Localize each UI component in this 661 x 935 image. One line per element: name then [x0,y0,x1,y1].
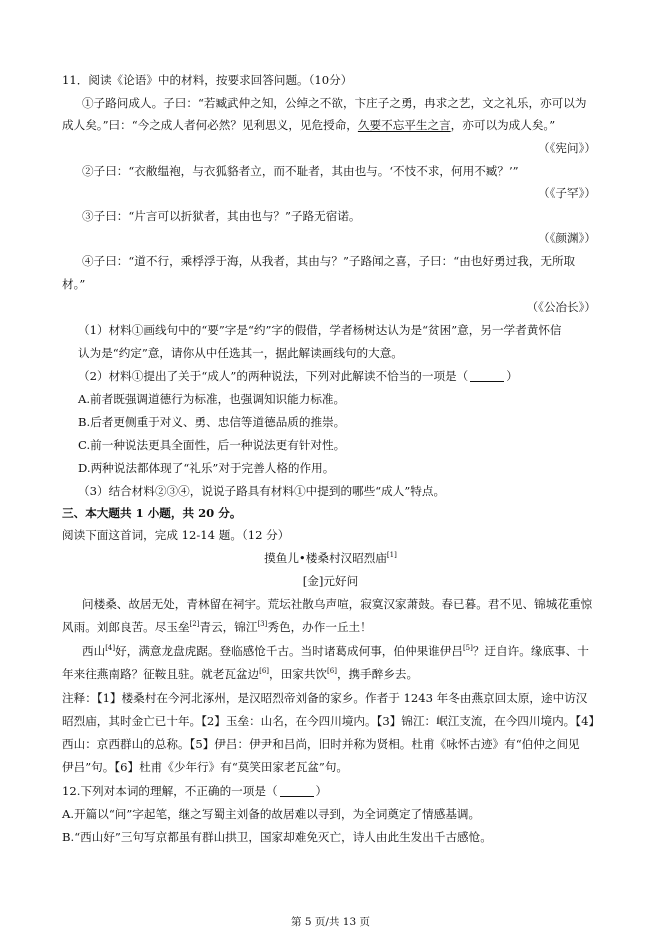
footnote-ref: [2] [189,620,200,628]
poem-text: 好，满意龙盘虎踞。登临感怆千古。当时诸葛成何事，伯仲果谁伊吕 [115,644,463,658]
poem-text: 西山 [82,644,106,658]
poem-line1: 问楼桑、故居无处，青林留在祠宇。荒坛社散乌声喧，寂寞汉家萧鼓。春已暮。君不见、锦城花重惊 [82,597,593,611]
q11-material4-source: （《公冶长》） [526,300,596,314]
footnote-ref: [1] [386,551,397,559]
poem-line3 [82,643,589,659]
poem-author: [金]元好问 [302,574,359,588]
poem-text: 年来往燕南路？征鞍且驻。就老瓦盆边 [62,667,260,681]
notes-line3: 西山：京西群山的总称。【5】伊吕：伊尹和吕尚，旧时并称为贤相。杜甫《咏怀古迹》有“伯仲之间见 [62,737,580,751]
notes-line1: 注释：【1】楼桑村在今河北涿州，是汉昭烈帝刘备的家乡。作者于 1243 年冬由燕京回太原，途中访汉 [62,691,588,705]
q11-material1-line2 [62,117,555,133]
footnote-ref: [5] [462,644,473,652]
q12-option-a: A.开篇以“问”字起笔，继之写蜀主刘备的故居难以寻到，为全词奠定了情感基调。 [62,807,481,821]
q11-part3: （3）结合材料②③④，说说子路具有材料①中提到的哪些“成人”特点。 [78,484,446,498]
q11-option-b: B.后者更侧重于对义、勇、忠信等道德品质的推崇。 [78,415,346,429]
q11-material2: ②子曰：“衣敝缊袍，与衣狐貉者立，而不耻者，其由也与。‘不忮不求，何用不臧？’” [82,164,519,178]
poem-line4 [62,666,418,682]
notes-line2: 昭烈庙，其时金亡已十年。【2】玉垒：山名，在今四川境内。【3】锦江：岷江支流，在今四川境内。【4】 [62,714,601,728]
notes-line4: 伊吕”句。【6】杜甫《少年行》有“莫笑田家老瓦盆”句。 [62,760,349,774]
poem-text: ，携手醉乡去。 [336,667,419,681]
q11-material4-line2: 材。” [62,277,86,291]
q11-option-c: C.前一种说法更具全面性，后一种说法更有针对性。 [78,438,346,452]
poem-title-text: 摸鱼儿•楼桑村汉昭烈庙 [264,551,387,565]
page-number: 第 5 页/共 13 页 [291,916,370,928]
q11-material1-text-end: ，亦可以为成人矣。” [450,118,556,132]
q11-material3: ③子曰：“片言可以折狱者，其由也与？”子路无宿诺。 [82,209,361,223]
q11-material1-source: （《宪问》） [538,141,596,155]
q12-option-b: B.“西山好”三句写京都虽有群山拱卫，国家却难免灭亡，诗人由此生发出千古感怆。 [62,830,492,844]
q11-title: 11．阅读《论语》中的材料，按要求回答问题。（10分） [62,73,353,87]
q12-stem [62,783,327,799]
section3-intro: 阅读下面这首词，完成 12-14 题。（12 分） [62,528,290,542]
poem-text: 风雨。刘郎良苦。尽玉垒 [62,620,190,634]
q11-part2-stem [78,368,518,384]
poem-text: ，田家共饮 [269,667,328,681]
q11-material1-text: 成人矣。”曰：“今之成人者何必然？见利思义，见危授命， [62,118,358,132]
q11-part1-line2: 认为是“约定”意，请你从中任选其一，据此解读画线句的大意。 [78,346,403,360]
poem-text: ？迂自许。缘底事、十 [472,644,589,658]
poem-title [0,550,661,566]
q11-underlined-sentence: 久要不忘平生之言 [357,118,451,132]
footnote-ref: [4] [105,644,116,652]
poem-text: 秀色，办作一丘土！ [267,620,372,634]
q11-option-a: A.前者既强调道德行为标准，也强调知识能力标准。 [78,392,346,406]
q12-stem-text: 12.下列对本词的理解，不正确的一项是（ [62,784,278,798]
footnote-ref: [3] [257,620,268,628]
q11-part2-close: ） [506,369,518,383]
poem-line2 [62,619,372,635]
q11-material2-source: （《子罕》） [538,186,596,200]
q11-material3-source: （《颜渊》） [538,231,596,245]
answer-blank[interactable] [280,784,314,797]
q11-option-d: D.两种说法都体现了“礼乐”对于完善人格的作用。 [78,461,335,475]
section3-heading: 三、本大题共 1 小题，共 20 分。 [62,506,242,520]
q11-part2-text: （2）材料①提出了关于“成人”的两种说法，下列对此解读不恰当的一项是（ [78,369,469,383]
answer-blank[interactable] [470,369,504,382]
q11-part1-line1: （1）材料①画线句中的“要”字是“约”字的假借，学者杨树达认为是“贫困”意，另一学者黄怀信 [78,323,562,337]
q11-material4-line1: ④子曰：“道不行，乘桴浮于海，从我者，其由与？”子路闻之喜，子曰：“由也好勇过我，无所取 [82,254,576,268]
poem-text: 青云，锦江 [199,620,258,634]
footnote-ref: [6] [327,667,337,675]
q12-stem-close: ） [315,784,328,798]
q11-material1-line1: ①子路问成人。子曰：“若臧武仲之知，公绰之不欲，卞庄子之勇，冉求之艺，文之礼乐，亦可以为 [82,96,587,110]
footnote-ref: [6] [259,667,270,675]
